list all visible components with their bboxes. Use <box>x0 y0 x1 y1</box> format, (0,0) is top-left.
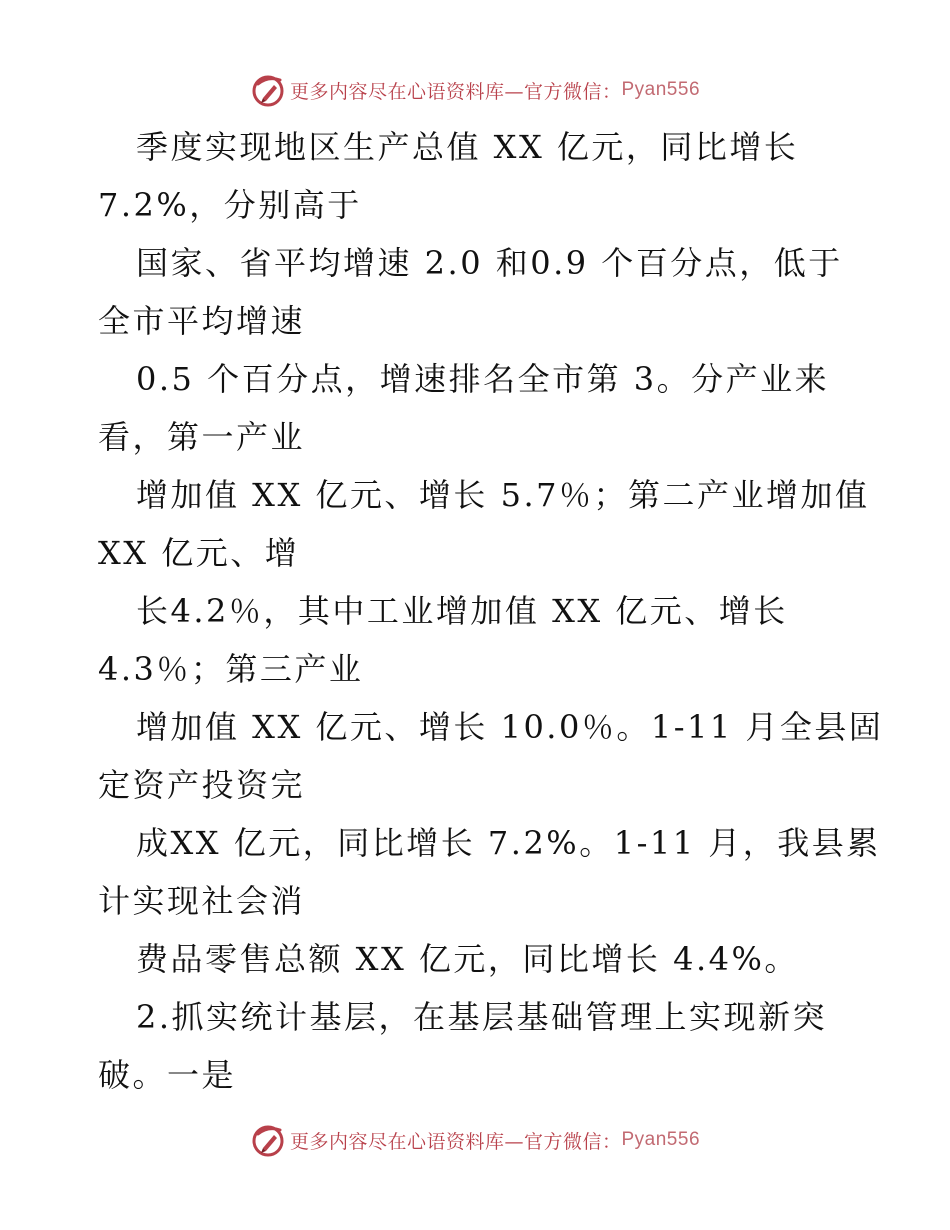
body-line: 季度实现地区生产总值 XX 亿元，同比增长 <box>136 128 799 166</box>
body-line: 7.2%，分别高于 <box>98 186 362 224</box>
watermark-text: 更多内容尽在心语资料库—官方微信： <box>289 80 622 103</box>
pen-logo-icon <box>250 1122 286 1158</box>
body-line: 看，第一产业 <box>98 418 306 456</box>
body-line: 破。一是 <box>98 1056 237 1094</box>
body-line: 全市平均增速 <box>98 302 306 340</box>
body-line: 4.3％；第三产业 <box>98 650 364 688</box>
body-line: XX 亿元、增 <box>98 534 300 572</box>
document-body <box>98 118 884 1104</box>
body-line: 成XX 亿元，同比增长 7.2%。1-11 月，我县累 <box>136 824 881 862</box>
watermark-wechat-id: Pyan556 <box>621 1129 701 1150</box>
watermark-text: 更多内容尽在心语资料库—官方微信： <box>289 1130 622 1153</box>
body-line: 长4.2％，其中工业增加值 XX 亿元、增长 <box>136 592 788 630</box>
pen-logo-icon <box>250 72 286 108</box>
footer-watermark <box>0 1120 950 1160</box>
header-watermark <box>0 70 950 110</box>
body-line: 0.5 个百分点，增速排名全市第 3。分产业来 <box>136 360 830 398</box>
body-line: 增加值 XX 亿元、增长 10.0％。1-11 月全县固 <box>136 708 884 746</box>
body-line: 计实现社会消 <box>98 882 306 920</box>
body-line: 国家、省平均增速 2.0 和0.9 个百分点，低于 <box>136 244 843 282</box>
watermark-wechat-id: Pyan556 <box>621 79 701 100</box>
body-line: 定资产投资完 <box>98 766 306 804</box>
body-line: 费品零售总额 XX 亿元，同比增长 4.4%。 <box>136 940 799 978</box>
body-line: 2.抓实统计基层，在基层基础管理上实现新突 <box>136 998 828 1036</box>
body-line: 增加值 XX 亿元、增长 5.7％；第二产业增加值 <box>136 476 870 514</box>
